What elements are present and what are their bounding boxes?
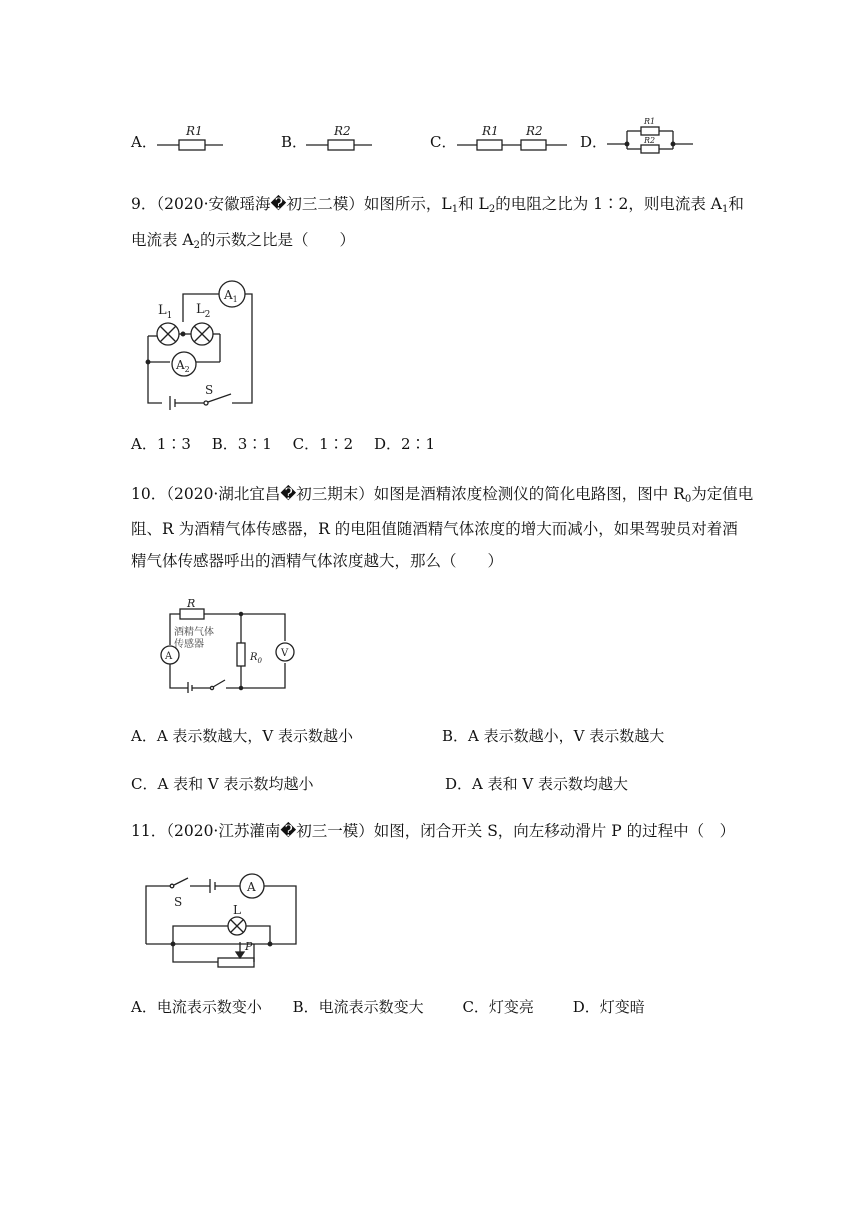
option-b[interactable]: B．3∶1 [211,435,272,453]
sensor-caption-2: 传感器 [174,639,204,650]
q8-option-d-diagram [605,114,697,158]
q8-option-b-diagram [304,122,376,152]
option-c[interactable]: C．灯变亮 [462,998,534,1016]
q10-line-2: 阻、R 为酒精气体传感器，R 的电阻值随酒精气体浓度的增大而减小，如果驾驶员对着酒 [131,520,738,538]
lamp-l2-label: $L_2$ [196,302,211,320]
question-number: 11． [131,822,167,840]
q11-options [131,996,645,1017]
q10-option-c[interactable]: C．A 表和 V 表示数均越小 [131,775,314,793]
question-text: 如图所示，L [363,195,452,213]
q10-option-d[interactable]: D．A 表和 V 表示数均越大 [445,775,628,793]
q8-option-c-diagram [455,122,575,152]
question-text: 电流表 A [131,231,194,249]
q9-circuit-diagram [136,278,266,413]
switch-label: S [174,895,183,909]
r0-label: $R_0$ [250,652,262,665]
voltmeter-label: V [281,648,289,659]
option-d[interactable]: D．2∶1 [373,435,436,453]
question-number: 10． [131,485,167,503]
q11-line-1 [131,816,735,846]
subscript: 1 [721,204,729,215]
lamp-label: L [233,903,241,917]
question-text: 为定值电 [691,485,754,503]
q8-option-d-label[interactable]: D． [580,133,608,151]
subscript: 2 [193,240,200,251]
q9-line-2 [131,225,355,261]
q9-options [131,433,435,454]
q8-option-a-diagram [155,122,227,152]
sensor-caption-1: 酒精气体 [174,627,214,638]
option-b[interactable]: B．电流表示数变大 [292,998,424,1016]
question-source: （2020·江苏灌南�初三一模） [166,822,374,840]
question-source: （2020·安徽瑶海�初三二模） [156,195,364,213]
question-text: 如图，闭合开关 S，向左移动滑片 P 的过程中（ ） [373,822,736,840]
resistor-label: R2 [644,136,656,145]
subscript: 1 [451,204,459,215]
question-number: 9． [131,195,157,213]
question-text: 的示数之比是（ ） [200,231,356,249]
q10-option-b[interactable]: B．A 表示数越小，V 表示数越大 [442,727,665,745]
q10-line-3: 精气体传感器呼出的酒精气体浓度越大，那么（ ） [131,552,504,570]
ammeter-a1-label: $A_1$ [224,288,238,304]
slider-p-label: P [245,940,253,953]
q11-circuit-diagram [140,872,305,972]
q10-line-1 [131,479,753,515]
q8-option-c-label[interactable]: C． [430,133,457,151]
ammeter-label: A [165,651,173,662]
switch-label: S [205,383,214,397]
q9-line-1 [131,189,744,225]
resistor-label: R1 [644,117,656,126]
subscript: 0 [684,494,692,505]
resistor-label: R2 [334,124,351,138]
q8-option-b-label[interactable]: B． [281,133,308,151]
ammeter-label: A [247,880,256,894]
question-source: （2020·湖北宜昌�初三期末） [166,485,374,503]
resistor-label: R2 [526,124,543,138]
lamp-l1-label: $L_1$ [158,303,173,321]
option-a[interactable]: A．1∶3 [131,435,191,453]
ammeter-a2-label: $A_2$ [176,358,190,374]
question-text: 和 [728,195,744,213]
option-c[interactable]: C．1∶2 [292,435,354,453]
subscript: 2 [488,204,496,215]
question-text: 和 L [458,195,489,213]
q10-circuit-diagram [158,598,298,693]
question-text: 如图是酒精浓度检测仪的简化电路图，图中 R [373,485,685,503]
option-d[interactable]: D．灯变暗 [572,998,645,1016]
option-a[interactable]: A．电流表示数变小 [131,998,262,1016]
q10-option-a[interactable]: A．A 表示数越大，V 表示数越小 [131,727,354,745]
resistor-label: R1 [482,124,499,138]
question-text: 的电阻之比为 1∶2，则电流表 A [495,195,722,213]
q8-option-a-label[interactable]: A． [131,133,157,151]
resistor-label: R1 [186,124,203,138]
sensor-r-label: R [187,598,196,610]
